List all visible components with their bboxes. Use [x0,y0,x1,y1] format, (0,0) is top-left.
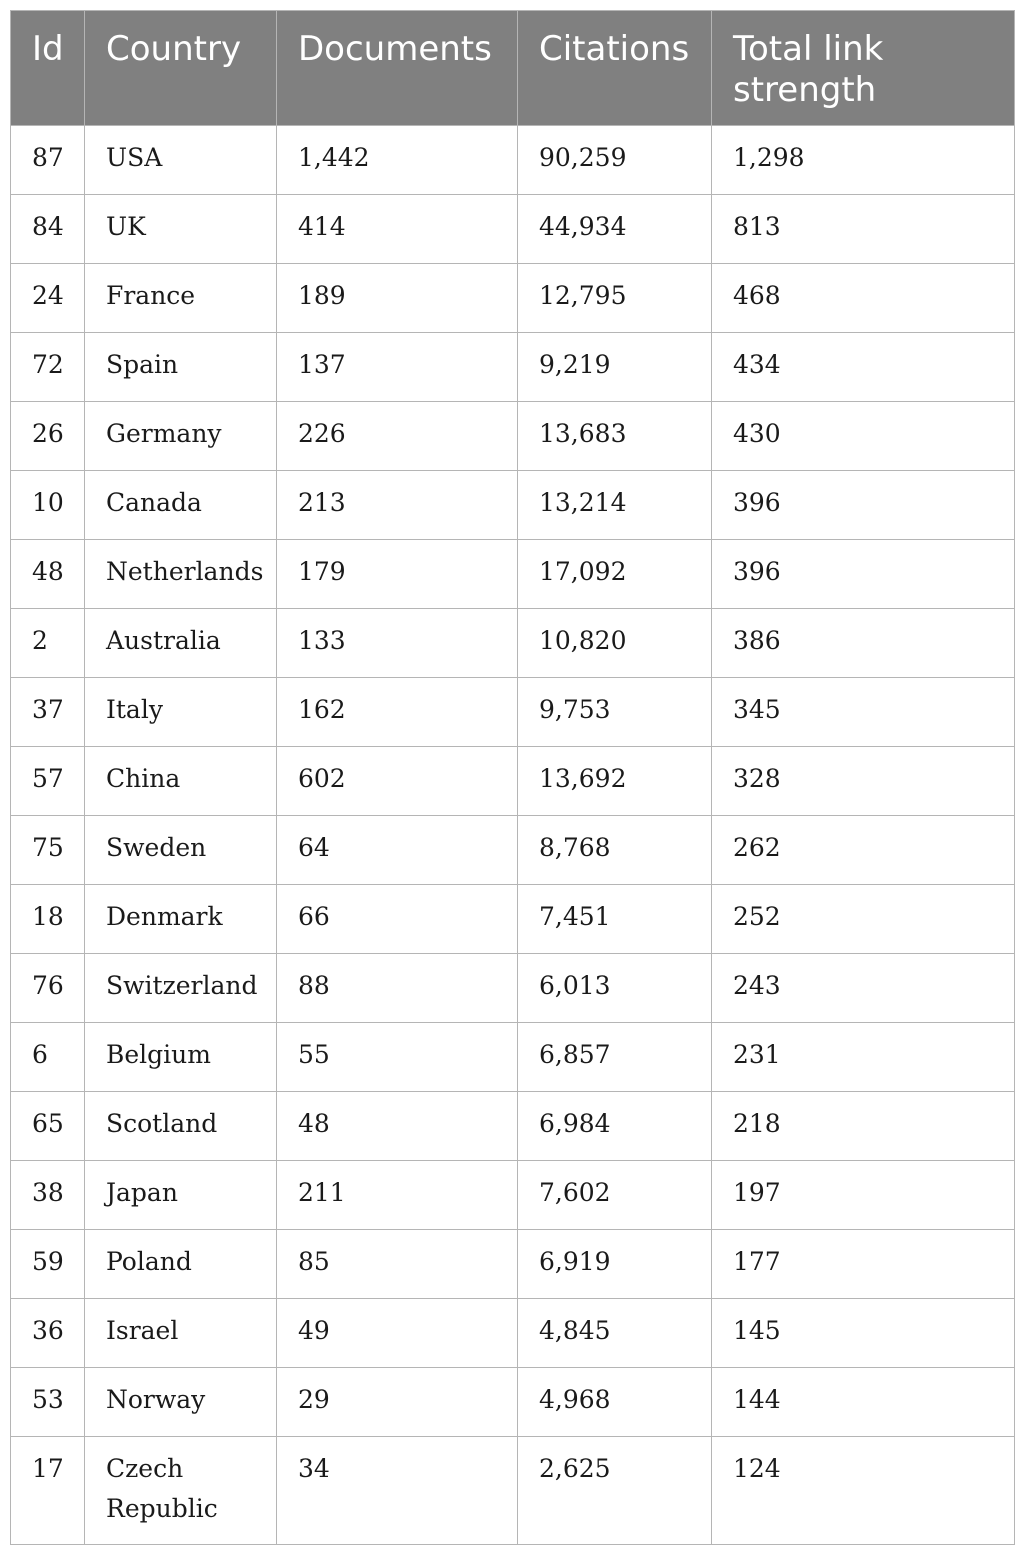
cell-documents: 48 [277,1092,518,1161]
cell-citations: 13,683 [518,402,712,471]
cell-total-link-strength: 386 [712,609,1015,678]
cell-id: 59 [11,1230,85,1299]
cell-documents: 66 [277,885,518,954]
header-id: Id [11,11,85,126]
cell-country: USA [85,126,277,195]
cell-documents: 211 [277,1161,518,1230]
cell-country: Switzerland [85,954,277,1023]
table-row [11,1299,1015,1368]
cell-total-link-strength: 396 [712,540,1015,609]
cell-country: France [85,264,277,333]
table-row [11,1230,1015,1299]
cell-documents: 34 [277,1437,518,1545]
cell-id: 76 [11,954,85,1023]
cell-documents: 85 [277,1230,518,1299]
header-row [11,11,1015,126]
header-country: Country [85,11,277,126]
cell-id: 37 [11,678,85,747]
cell-id: 2 [11,609,85,678]
cell-country: Czech Republic [85,1437,277,1545]
cell-id: 48 [11,540,85,609]
cell-id: 10 [11,471,85,540]
cell-country: Belgium [85,1023,277,1092]
header-documents: Documents [277,11,518,126]
cell-citations: 10,820 [518,609,712,678]
cell-documents: 162 [277,678,518,747]
cell-documents: 88 [277,954,518,1023]
cell-total-link-strength: 144 [712,1368,1015,1437]
cell-total-link-strength: 813 [712,195,1015,264]
cell-id: 75 [11,816,85,885]
cell-id: 84 [11,195,85,264]
cell-citations: 7,451 [518,885,712,954]
table-row [11,816,1015,885]
cell-id: 18 [11,885,85,954]
cell-documents: 55 [277,1023,518,1092]
cell-total-link-strength: 345 [712,678,1015,747]
cell-total-link-strength: 252 [712,885,1015,954]
table-row [11,885,1015,954]
cell-citations: 2,625 [518,1437,712,1545]
table-body [11,126,1015,1545]
cell-total-link-strength: 231 [712,1023,1015,1092]
cell-id: 6 [11,1023,85,1092]
cell-documents: 137 [277,333,518,402]
cell-total-link-strength: 430 [712,402,1015,471]
table-row [11,678,1015,747]
cell-citations: 4,968 [518,1368,712,1437]
cell-citations: 4,845 [518,1299,712,1368]
cell-citations: 8,768 [518,816,712,885]
cell-id: 57 [11,747,85,816]
cell-country: UK [85,195,277,264]
cell-total-link-strength: 434 [712,333,1015,402]
table-row [11,333,1015,402]
cell-country: Australia [85,609,277,678]
cell-country: Denmark [85,885,277,954]
cell-documents: 414 [277,195,518,264]
cell-documents: 133 [277,609,518,678]
cell-total-link-strength: 396 [712,471,1015,540]
cell-documents: 226 [277,402,518,471]
cell-total-link-strength: 218 [712,1092,1015,1161]
cell-country: Sweden [85,816,277,885]
table-row [11,540,1015,609]
header-citations: Citations [518,11,712,126]
cell-id: 36 [11,1299,85,1368]
cell-documents: 179 [277,540,518,609]
cell-total-link-strength: 197 [712,1161,1015,1230]
cell-country: Scotland [85,1092,277,1161]
cell-citations: 9,219 [518,333,712,402]
country-table [10,10,1015,1545]
cell-country: Netherlands [85,540,277,609]
cell-documents: 213 [277,471,518,540]
cell-total-link-strength: 145 [712,1299,1015,1368]
cell-documents: 29 [277,1368,518,1437]
table-row [11,264,1015,333]
cell-country: Israel [85,1299,277,1368]
cell-country: Japan [85,1161,277,1230]
cell-total-link-strength: 468 [712,264,1015,333]
table-row [11,471,1015,540]
cell-id: 53 [11,1368,85,1437]
cell-country: Italy [85,678,277,747]
table-row [11,954,1015,1023]
cell-id: 72 [11,333,85,402]
cell-documents: 1,442 [277,126,518,195]
cell-citations: 9,753 [518,678,712,747]
table-row [11,1437,1015,1545]
table-row [11,195,1015,264]
table-row [11,1368,1015,1437]
table-row [11,747,1015,816]
cell-citations: 6,857 [518,1023,712,1092]
cell-citations: 17,092 [518,540,712,609]
table-row [11,1092,1015,1161]
cell-id: 38 [11,1161,85,1230]
cell-citations: 6,013 [518,954,712,1023]
table-header [11,11,1015,126]
cell-total-link-strength: 124 [712,1437,1015,1545]
cell-citations: 90,259 [518,126,712,195]
cell-id: 24 [11,264,85,333]
cell-country: Germany [85,402,277,471]
header-total-link-strength: Total link strength [712,11,1015,126]
cell-country: Spain [85,333,277,402]
table-row [11,1023,1015,1092]
cell-citations: 7,602 [518,1161,712,1230]
cell-citations: 13,214 [518,471,712,540]
cell-total-link-strength: 177 [712,1230,1015,1299]
cell-id: 87 [11,126,85,195]
cell-country: China [85,747,277,816]
cell-country: Canada [85,471,277,540]
cell-citations: 13,692 [518,747,712,816]
table-row [11,1161,1015,1230]
cell-documents: 49 [277,1299,518,1368]
cell-country: Poland [85,1230,277,1299]
cell-documents: 64 [277,816,518,885]
cell-citations: 6,984 [518,1092,712,1161]
table-row [11,609,1015,678]
cell-citations: 44,934 [518,195,712,264]
cell-citations: 6,919 [518,1230,712,1299]
cell-country: Norway [85,1368,277,1437]
cell-id: 17 [11,1437,85,1545]
cell-id: 65 [11,1092,85,1161]
cell-total-link-strength: 262 [712,816,1015,885]
table-row [11,126,1015,195]
cell-total-link-strength: 328 [712,747,1015,816]
cell-total-link-strength: 243 [712,954,1015,1023]
cell-citations: 12,795 [518,264,712,333]
cell-documents: 602 [277,747,518,816]
cell-documents: 189 [277,264,518,333]
table-row [11,402,1015,471]
cell-id: 26 [11,402,85,471]
cell-total-link-strength: 1,298 [712,126,1015,195]
